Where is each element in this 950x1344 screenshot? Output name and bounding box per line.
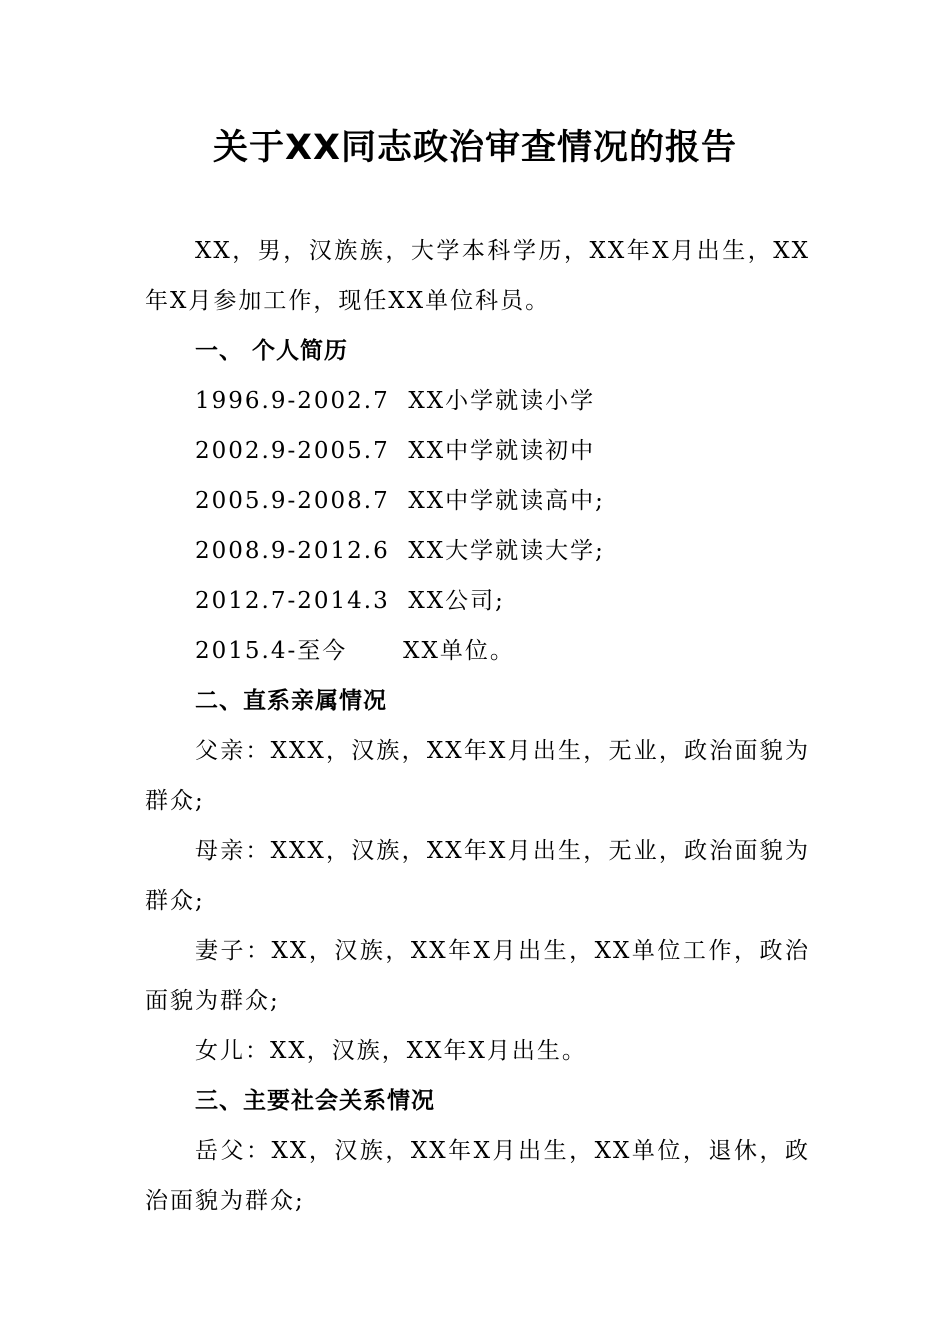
section-heading-social: 三、主要社会关系情况	[195, 1088, 435, 1114]
section-heading-family: 二、直系亲属情况	[195, 688, 387, 714]
resume-item: 2015.4-至今 XX单位。	[195, 638, 515, 664]
family-member-wife: 妻子：XX，汉族，XX年X月出生，XX单位工作，政治面貌为群众;	[145, 938, 810, 1014]
section-heading-resume: 一、 个人简历	[195, 338, 349, 364]
resume-item: 2005.9-2008.7 XX中学就读高中;	[195, 488, 605, 514]
social-relation-father-in-law: 岳父：XX，汉族，XX年X月出生，XX单位，退休，政治面貌为群众;	[145, 1138, 810, 1214]
document-body	[145, 226, 810, 1226]
resume-item: 2008.9-2012.6 XX大学就读大学;	[195, 538, 605, 564]
intro-paragraph: XX，男，汉族族，大学本科学历，XX年X月出生，XX年X月参加工作，现任XX单位科员。	[145, 238, 810, 314]
family-member-mother: 母亲：XXX，汉族，XX年X月出生，无业，政治面貌为群众;	[145, 838, 810, 914]
resume-item: 1996.9-2002.7 XX小学就读小学	[195, 388, 596, 414]
family-member-father: 父亲：XXX，汉族，XX年X月出生，无业，政治面貌为群众;	[145, 738, 810, 814]
family-member-daughter: 女儿：XX，汉族，XX年X月出生。	[195, 1038, 587, 1064]
document-title: 关于XX同志政治审查情况的报告	[213, 128, 737, 168]
resume-item: 2012.7-2014.3 XX公司;	[195, 588, 505, 614]
resume-item: 2002.9-2005.7 XX中学就读初中	[195, 438, 596, 464]
